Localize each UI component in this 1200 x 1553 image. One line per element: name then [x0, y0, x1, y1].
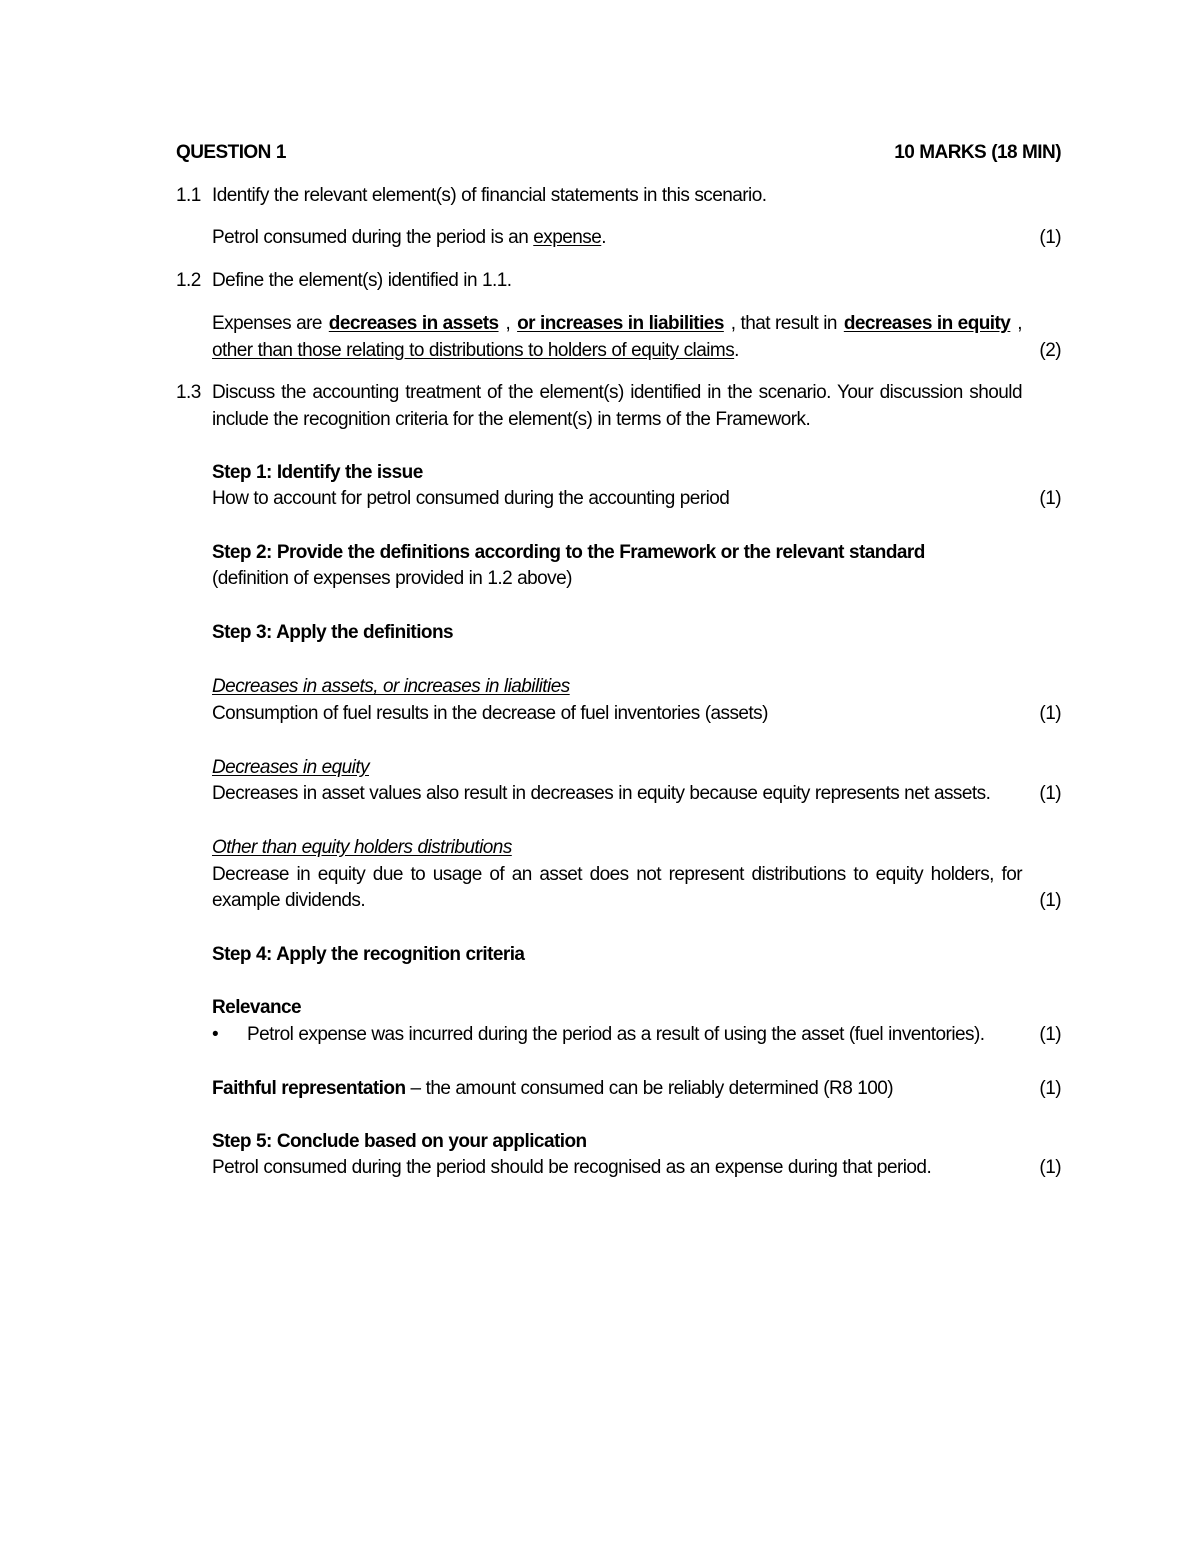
- step3-a-title: Decreases in assets, or increases in liabilities: [212, 676, 570, 697]
- step3-c-text-line2: example dividends.: [212, 890, 366, 911]
- q11-prompt: Identify the relevant element(s) of financial statements in this scenario.: [212, 185, 767, 206]
- step4-heading: Step 4: Apply the recognition criteria: [212, 944, 525, 965]
- step2-heading: Step 2: Provide the definitions according to the Framework or the relevant standard: [212, 542, 925, 563]
- q13-prompt-line1: Discuss the accounting treatment of the element(s) identified in the scenario. Your discussion should: [212, 382, 1022, 403]
- q12-prompt: Define the element(s) identified in 1.1.: [212, 270, 512, 291]
- bullet-icon: •: [212, 1024, 219, 1045]
- step5-text: Petrol consumed during the period should be recognised as an expense during that period.: [212, 1157, 932, 1178]
- q12-definition-line2: other than those relating to distributions to holders of equity claims.: [212, 340, 739, 361]
- expense-term: expense: [533, 227, 602, 248]
- step3-heading: Step 3: Apply the definitions: [212, 622, 454, 643]
- step1-mark: (1): [1039, 488, 1061, 509]
- q12-definition-line1: Expenses are decreases in assets , or increases in liabilities , that result in decreases in equity ,: [212, 313, 1022, 334]
- step2-text: (definition of expenses provided in 1.2 above): [212, 568, 572, 589]
- step3-b-mark: (1): [1039, 783, 1061, 804]
- q11-number: 1.1: [176, 185, 201, 206]
- step5-mark: (1): [1039, 1157, 1061, 1178]
- relevance-mark: (1): [1039, 1024, 1061, 1045]
- q12-number: 1.2: [176, 270, 201, 291]
- step3-c-mark: (1): [1039, 890, 1061, 911]
- q11-answer: Petrol consumed during the period is an expense.: [212, 227, 606, 248]
- step3-b-title: Decreases in equity: [212, 757, 370, 778]
- question-title: QUESTION 1: [176, 142, 286, 163]
- faithful-representation: Faithful representation – the amount consumed can be reliably determined (R8 100): [212, 1078, 894, 1099]
- q13-prompt-line2: include the recognition criteria for the element(s) in terms of the Framework.: [212, 409, 811, 430]
- q13-number: 1.3: [176, 382, 201, 403]
- question-marks: 10 MARKS (18 MIN): [894, 142, 1061, 163]
- step1-text: How to account for petrol consumed during the accounting period: [212, 488, 730, 509]
- q11-mark: (1): [1039, 227, 1061, 248]
- faithful-mark: (1): [1039, 1078, 1061, 1099]
- step3-a-text: Consumption of fuel results in the decrease of fuel inventories (assets): [212, 703, 768, 724]
- q12-mark: (2): [1039, 340, 1061, 361]
- relevance-heading: Relevance: [212, 997, 302, 1018]
- step3-c-text-line1: Decrease in equity due to usage of an asset does not represent distributions to equity holders, for: [212, 864, 1022, 885]
- relevance-text: Petrol expense was incurred during the period as a result of using the asset (fuel inventories).: [247, 1024, 985, 1045]
- step5-heading: Step 5: Conclude based on your application: [212, 1131, 587, 1152]
- step3-c-title: Other than equity holders distributions: [212, 837, 512, 858]
- step3-a-mark: (1): [1039, 703, 1061, 724]
- step1-heading: Step 1: Identify the issue: [212, 462, 423, 483]
- step3-b-text: Decreases in asset values also result in decreases in equity because equity represents net assets.: [212, 783, 991, 804]
